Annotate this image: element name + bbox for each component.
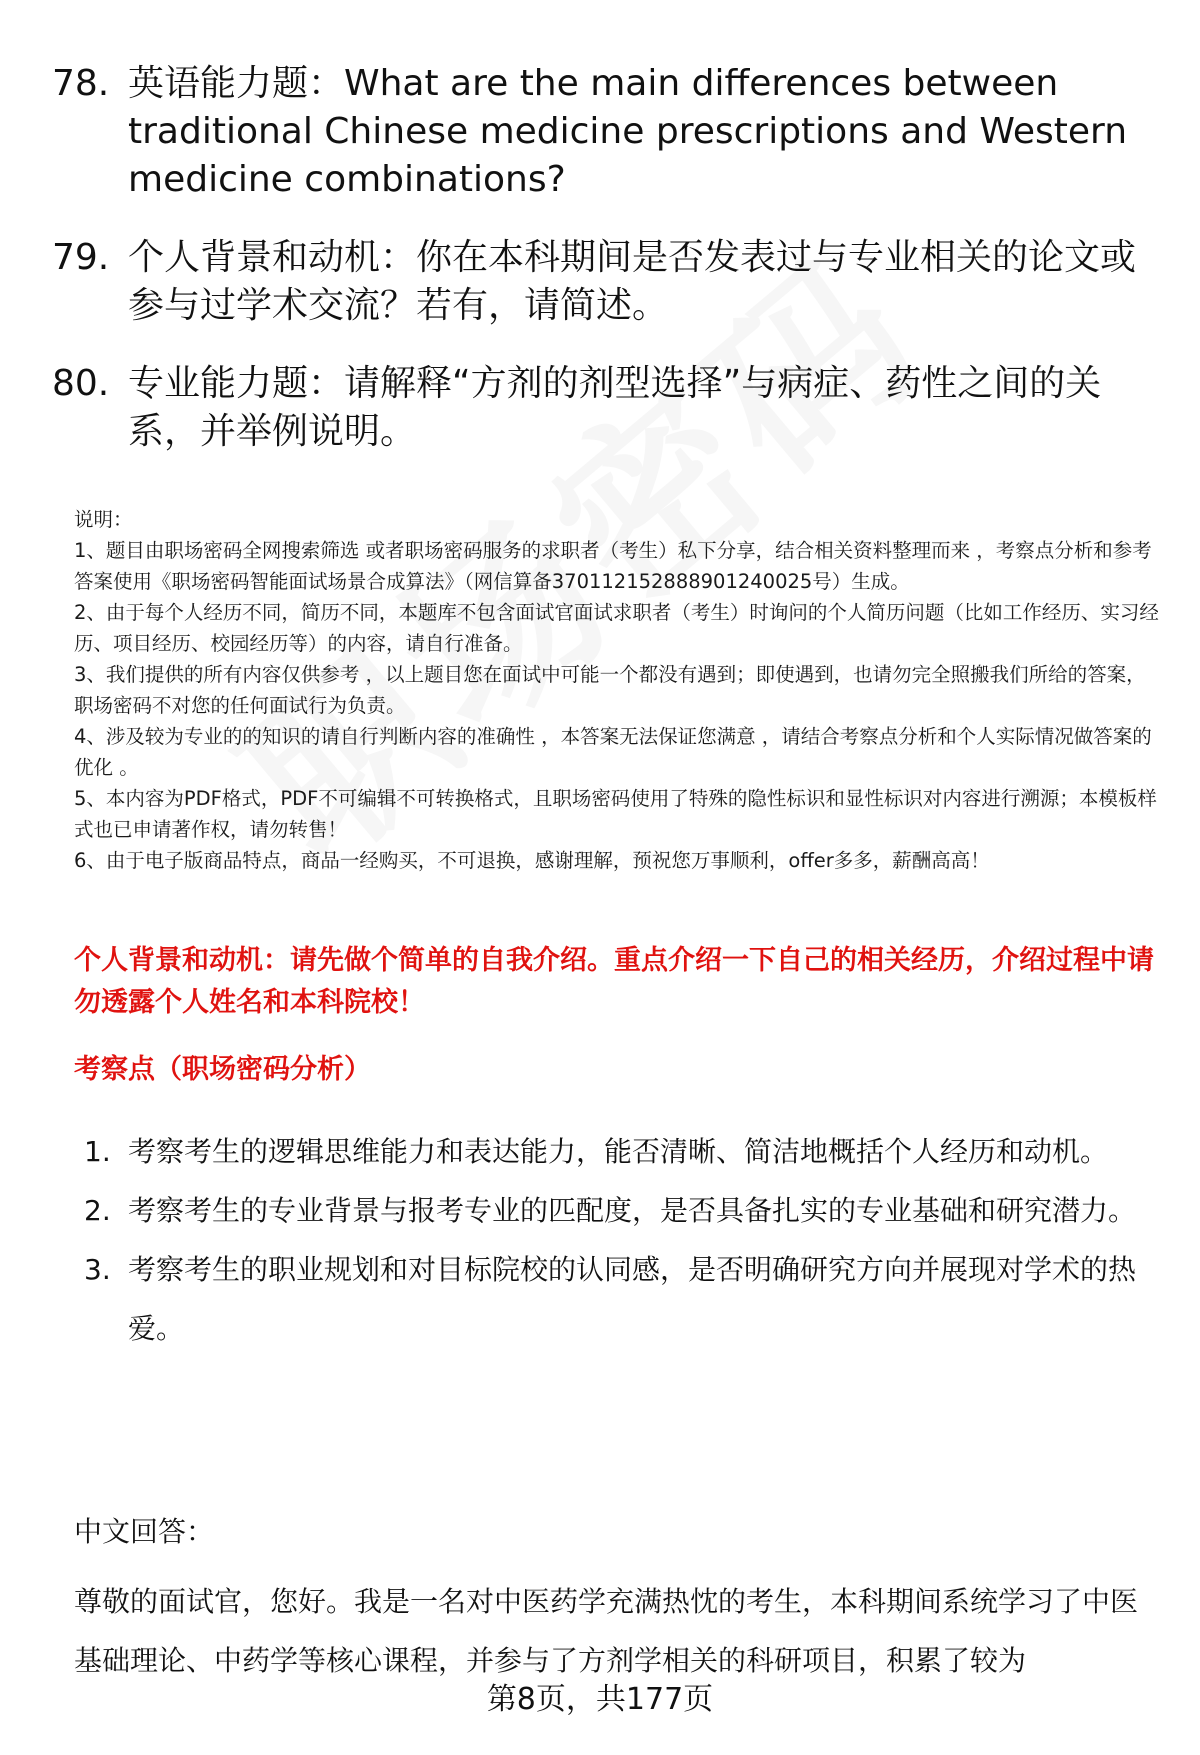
point-text: 考察考生的专业背景与报考专业的匹配度，是否具备扎实的专业基础和研究潜力。 — [128, 1194, 1137, 1227]
point-number: 1. — [84, 1135, 111, 1168]
note-item: 6、由于电子版商品特点，商品一经购买，不可退换，感谢理解，预祝您万事顺利，offer多多，薪酬高高！ — [74, 849, 990, 872]
question-item — [52, 60, 1152, 204]
note-item: 5、本内容为PDF格式，PDF不可编辑不可转换格式，且职场密码使用了特殊的隐性标识和显性标识对内容进行溯源；本模板样式也已申请著作权，请勿转售！ — [74, 787, 1157, 841]
question-list — [52, 60, 1152, 486]
note-item: 2、由于每个人经历不同，简历不同，本题库不包含面试官面试求职者（考生）时询问的个人简历问题（比如工作经历、实习经历、项目经历、校园经历等）的内容，请自行准备。 — [74, 601, 1159, 655]
note-item: 1、题目由职场密码全网搜索筛选 或者职场密码服务的求职者（考生）私下分享，结合相关资料整理而来 ，考察点分析和参考答案使用《职场密码智能面试场景合成算法》（网信算备370112152888901240025号）生成。 — [74, 539, 1152, 593]
question-item — [52, 360, 1152, 456]
question-item — [52, 234, 1152, 330]
answer-label: 中文回答： — [74, 1515, 215, 1548]
point-number: 3. — [84, 1253, 111, 1286]
answer-text: 尊敬的面试官，您好。我是一名对中医药学充满热忱的考生，本科期间系统学习了中医基础理论、中药学等核心课程，并参与了方剂学相关的科研项目，积累了较为 — [74, 1585, 1139, 1677]
question-number: 79. — [52, 237, 110, 278]
analysis-point — [84, 1181, 1164, 1240]
notes-title: 说明： — [74, 508, 133, 531]
point-number: 2. — [84, 1194, 111, 1227]
question-text: 个人背景和动机：你在本科期间是否发表过与专业相关的论文或参与过学术交流？若有，请简述。 — [128, 237, 1137, 326]
notes-section — [74, 504, 1164, 876]
question-number: 78. — [52, 63, 110, 104]
point-text: 考察考生的职业规划和对目标院校的认同感，是否明确研究方向并展现对学术的热爱。 — [128, 1253, 1137, 1345]
analysis-points — [84, 1122, 1164, 1358]
question-text: 专业能力题：请解释“方剂的剂型选择”与病症、药性之间的关系，并举例说明。 — [128, 363, 1102, 452]
analysis-point — [84, 1122, 1164, 1181]
point-text: 考察考生的逻辑思维能力和表达能力，能否清晰、简洁地概括个人经历和动机。 — [128, 1135, 1109, 1168]
question-number: 80. — [52, 363, 110, 404]
analysis-title: 考察点（职场密码分析） — [74, 1054, 371, 1085]
analysis-point — [84, 1240, 1164, 1358]
note-item: 3、我们提供的所有内容仅供参考 ，以上题目您在面试中可能一个都没有遇到；即使遇到，也请勿完全照搬我们所给的答案，职场密码不对您的任何面试行为负责。 — [74, 663, 1146, 717]
page-footer: 第8页，共177页 — [486, 1682, 714, 1717]
note-item: 4、涉及较为专业的的知识的请自行判断内容的准确性 ，本答案无法保证您满意 ，请结合考察点分析和个人实际情况做答案的优化 。 — [74, 725, 1152, 779]
question-heading: 个人背景和动机：请先做个简单的自我介绍。重点介绍一下自己的相关经历，介绍过程中请勿透露个人姓名和本科院校！ — [74, 945, 1154, 1018]
question-text: 英语能力题：What are the main differences between traditional Chinese medicine prescriptions and Western medicine combinations? — [128, 63, 1128, 200]
